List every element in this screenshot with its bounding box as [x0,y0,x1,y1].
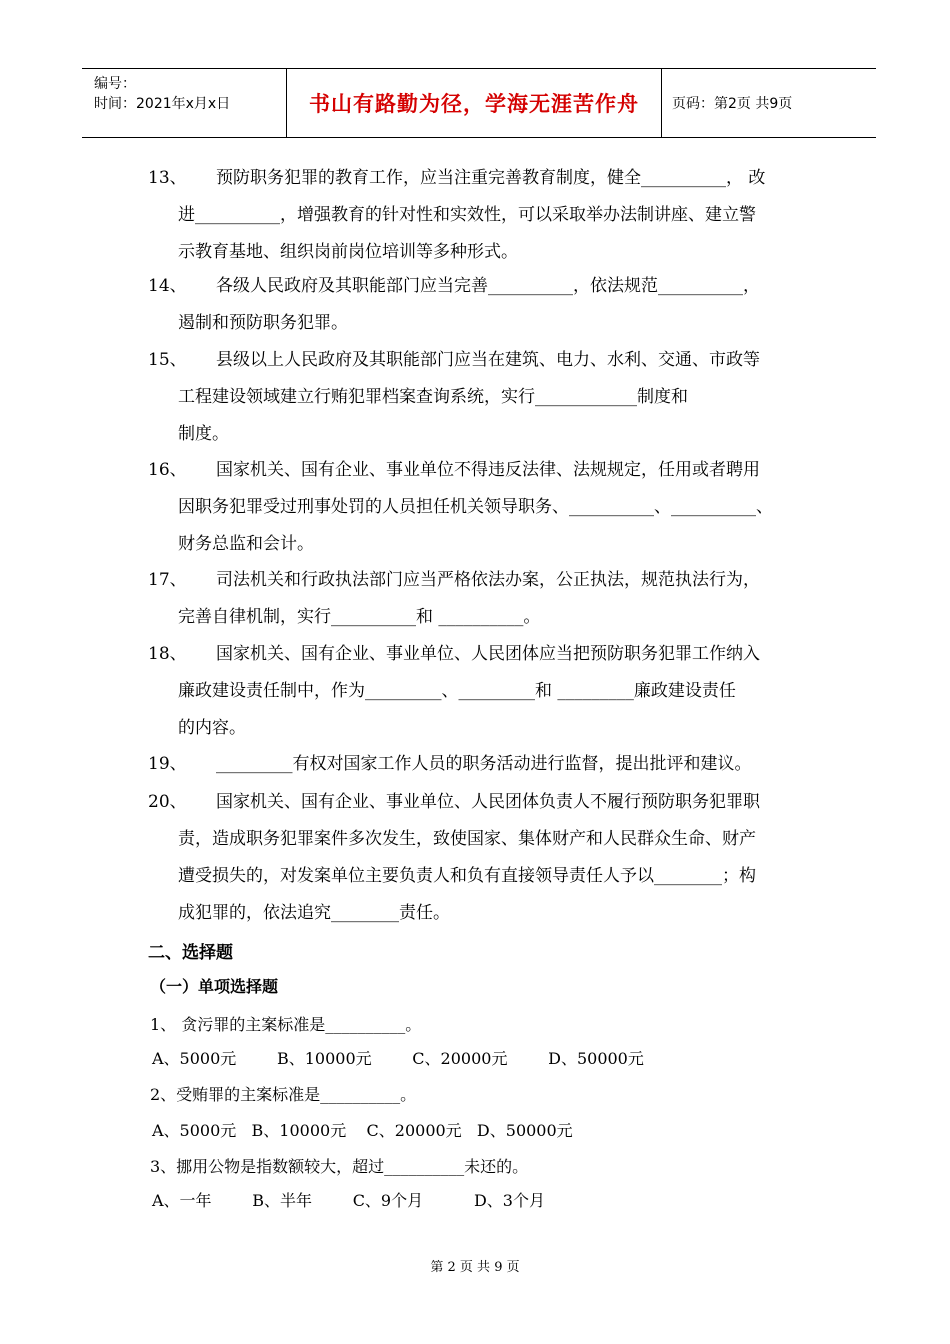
choice-question: 1、 贪污罪的主案标准是__________。 [150,1015,422,1034]
question-line: 国家机关、国有企业、事业单位不得违反法律、法规规定，任用或者聘用 [216,460,760,480]
question-number: 18、 [148,644,187,664]
question-body [178,160,848,271]
choice-options: A、5000元 B、10000元 C、20000元 D、50000元 [152,1049,644,1068]
number-label: 编号： [94,76,136,92]
header-motto: 书山有路勤为径，学海无涯苦作舟 [309,92,639,116]
page-header [82,68,876,138]
question-line: 廉政建设责任制中，作为_________、_________和 _________廉政建设责任 [178,681,736,701]
question-number: 15、 [148,350,187,370]
question-body [178,452,848,563]
question-body [178,268,848,342]
question-number: 17、 [148,570,187,590]
question-number: 14、 [148,276,187,296]
question-line: 各级人民政府及其职能部门应当完善__________，依法规范__________， [216,276,760,296]
page-footer: 第 2 页 共 9 页 [430,1260,520,1275]
question-number: 16、 [148,460,187,480]
question-number: 20、 [148,792,187,812]
header-motto-cell [286,69,662,137]
question-number: 19、 [148,754,187,774]
question-body [178,342,848,453]
question-line: 司法机关和行政执法部门应当严格依法办案，公正执法，规范执法行为， [216,570,760,590]
question-line: 成犯罪的，依法追究________责任。 [178,903,450,923]
question-line: 的内容。 [178,718,246,738]
choice-question: 2、受贿罪的主案标准是__________。 [150,1085,417,1104]
choice-question: 3、挪用公物是指数额较大，超过__________未还的。 [150,1157,529,1176]
time-label: 时间：2021年x月x日 [94,96,231,112]
header-page-cell [660,69,876,137]
header-page-info: 页码：第2页 共9页 [672,96,793,112]
question-line: 示教育基地、组织岗前岗位培训等多种形式。 [178,242,518,262]
question-body [178,562,848,636]
question-body [178,636,848,747]
choice-options: A、一年 B、半年 C、9个月 D、3个月 [152,1191,545,1210]
question-body [178,746,848,783]
question-line: 国家机关、国有企业、事业单位、人民团体负责人不履行预防职务犯罪职 [216,792,760,812]
question-line: 预防职务犯罪的教育工作，应当注重完善教育制度，健全__________， 改 [216,168,766,188]
question-line: 遭受损失的，对发案单位主要负责人和负有直接领导责任人予以________；构 [178,866,756,886]
section-title: 二、选择题 [148,943,233,963]
section-subtitle: （一）单项选择题 [150,977,279,996]
choice-options: A、5000元 B、10000元 C、20000元 D、50000元 [152,1121,573,1140]
question-line: 财务总监和会计。 [178,534,314,554]
question-line: 完善自律机制，实行__________和 __________。 [178,607,541,627]
question-line: 遏制和预防职务犯罪。 [178,313,348,333]
question-line: 制度。 [178,424,229,444]
question-line: 工程建设领域建立行贿犯罪档案查询系统，实行____________制度和 [178,387,688,407]
question-line: _________有权对国家工作人员的职务活动进行监督，提出批评和建议。 [216,754,752,774]
question-line: 国家机关、国有企业、事业单位、人民团体应当把预防职务犯罪工作纳入 [216,644,760,664]
question-line: 责，造成职务犯罪案件多次发生，致使国家、集体财产和人民群众生命、财产 [178,829,756,849]
question-line: 因职务犯罪受过刑事处罚的人员担任机关领导职务、__________、__________、 [178,497,773,517]
question-number: 13、 [148,168,187,188]
header-meta [82,69,286,137]
question-line: 县级以上人民政府及其职能部门应当在建筑、电力、水利、交通、市政等 [216,350,760,370]
question-body [178,784,848,932]
question-line: 进__________，增强教育的针对性和实效性，可以采取举办法制讲座、建立警 [178,205,756,225]
